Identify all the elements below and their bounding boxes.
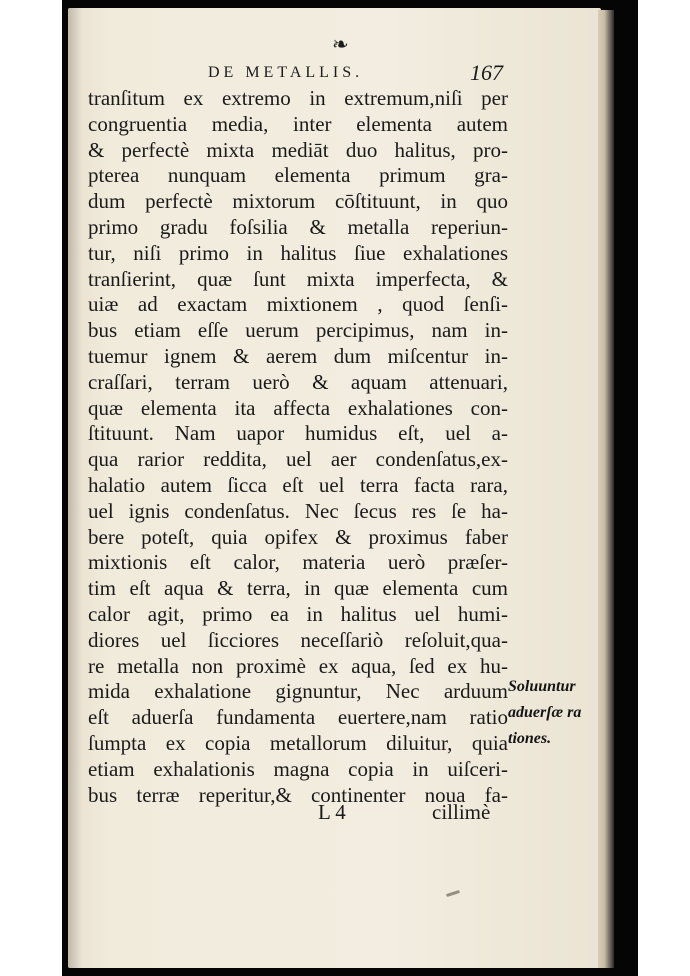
- text-line: tur, niſi primo in halitus ſiue exhalationes: [88, 240, 508, 265]
- marginal-note-line: tiones.: [508, 729, 552, 747]
- text-line: mixtionis eſt calor, materia uerò præſer-: [88, 550, 508, 575]
- text-line: uel ignis condenſatus. Nec ſecus res ſe ha-: [88, 498, 508, 523]
- text-line: re metalla non proximè ex aqua, ſed ex hu-: [88, 653, 508, 678]
- page-edge: [598, 10, 614, 968]
- text-line: & perfectè mixta mediāt duo halitus, pro-: [88, 137, 508, 162]
- running-head: DE METALLIS.: [208, 64, 364, 81]
- text-line: bere poteſt, quia opifex & proximus faber: [88, 524, 508, 549]
- text-line: tuemur ignem & aerem dum miſcentur in-: [88, 343, 508, 368]
- ornament-icon: ❧: [332, 32, 349, 56]
- page-number: 167: [470, 60, 503, 85]
- text-line: pterea nunquam elementa primum gra-: [88, 163, 508, 188]
- text-line: primo gradu foſsilia & metalla reperiun-: [88, 214, 508, 239]
- text-line: uiæ ad exactam mixtionem , quod ſenſi-: [88, 292, 508, 317]
- marginal-note-line: Soluuntur: [508, 678, 576, 695]
- text-line: tranſierint, quæ ſunt mixta imperfecta, &: [88, 266, 508, 291]
- text-line: qua rarior reddita, uel aer condenſatus,ex-: [88, 447, 508, 472]
- text-line: bus terræ reperitur,& continenter noua fa-: [88, 782, 508, 807]
- body-text: [88, 86, 508, 808]
- text-line: eſt aduerſa fundamenta euertere,nam ratio: [88, 705, 508, 730]
- text-line: mida exhalatione gignuntur, Nec arduum: [88, 679, 508, 704]
- text-line: ſumpta ex copia metallorum diluitur, quia: [88, 730, 508, 755]
- signature-mark: L 4: [318, 800, 346, 824]
- text-line: quæ elementa ita affecta exhalationes con-: [88, 395, 508, 420]
- text-line: calor agit, primo ea in halitus uel humi-: [88, 601, 508, 626]
- catchword: cillimè: [432, 800, 491, 824]
- text-line: diores uel ſicciores neceſſariò reſoluit,qua-: [88, 627, 508, 652]
- text-line: congruentia media, inter elementa autem: [88, 111, 508, 136]
- marginal-note: [508, 674, 598, 751]
- text-line: craſſari, terram uerò & aquam attenuari,: [88, 369, 508, 394]
- text-line: dum perfectè mixtorum cōſtituunt, in quo: [88, 189, 508, 214]
- gutter-shadow: [68, 8, 82, 968]
- marginal-note-line: aduerſæ ra: [508, 703, 582, 721]
- text-line: halatio autem ſicca eſt uel terra facta rara,: [88, 472, 508, 497]
- text-line: etiam exhalationis magna copia in uiſceri-: [88, 756, 508, 781]
- text-line: ſtituunt. Nam uapor humidus eſt, uel a-: [88, 421, 508, 446]
- text-line: bus etiam eſſe uerum percipimus, nam in-: [88, 318, 508, 343]
- text-line: tim eſt aqua & terra, in quæ elementa cum: [88, 576, 508, 601]
- text-line: tranſitum ex extremo in extremum,niſi per: [88, 86, 508, 110]
